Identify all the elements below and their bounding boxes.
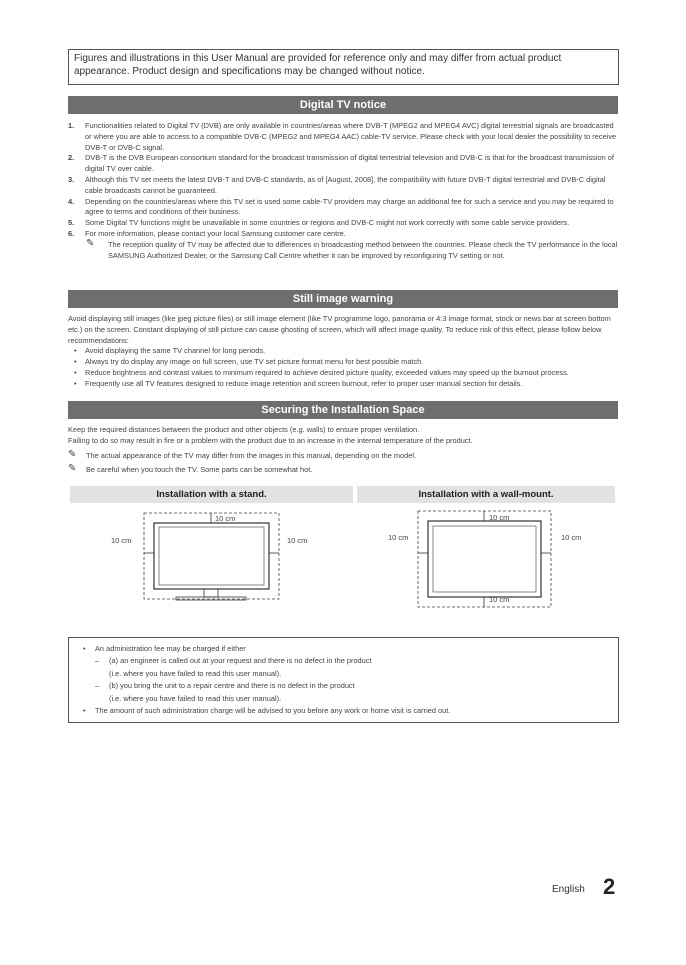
- reception-note: ✎ The reception quality of TV may be affected due to differences in broadcasting method between the countries. Please check the TV performance in the local SAMSUNG Authorized Dealer, or the Samsung Call Centre whether it can be improved by reconfiguring TV setting or not.: [86, 237, 618, 260]
- installation-line-1: Keep the required distances between the product and other objects (e.g. walls) to ensure proper ventilation.: [68, 425, 420, 434]
- pencil-note-icon: ✎: [68, 448, 77, 460]
- list-item: 3. Although this TV set meets the latest DVB-T and DVB-C standards, as of [August, 2008], the compatibility with future DVB-T digital terrestrial and DVB-C digital cable broadcasts cannot be guaranteed.: [68, 174, 606, 195]
- right-distance-label: 10 cm: [287, 536, 308, 545]
- right-distance-label: 10 cm: [561, 533, 582, 542]
- left-distance-label: 10 cm: [111, 536, 132, 545]
- admin-case-b: – (b) you bring the unit to a repair centre and there is no defect in the product: [83, 680, 618, 692]
- pencil-note-icon: ✎: [86, 237, 95, 249]
- list-item: 6. For more information, please contact your local Samsung customer care centre.: [68, 228, 346, 238]
- pencil-note-icon: ✎: [68, 463, 77, 475]
- still-image-warning-heading: Still image warning: [68, 290, 618, 308]
- tv-stand-neck: [204, 589, 218, 597]
- administration-fee-box: [68, 637, 619, 723]
- footer-language: English: [552, 884, 585, 895]
- list-item: 4. Depending on the countries/areas where this TV set is used some cable-TV providers may charge an additional fee for such a service and you may be required to agree to terms and conditions of their business.: [68, 196, 614, 217]
- tv-frame: [428, 521, 541, 597]
- wall-mount-installation-label: Installation with a wall-mount.: [357, 486, 615, 503]
- tv-stand-base: [176, 597, 246, 600]
- appearance-note: ✎ The actual appearance of the TV may differ from the images in this manual, depending on the model.: [68, 448, 417, 460]
- digital-tv-notice-body: [68, 121, 618, 261]
- admin-case-a-note: (i.e. where you have failed to read this user manual).: [109, 668, 282, 678]
- tv-frame: [154, 523, 269, 589]
- stand-installation-label: Installation with a stand.: [70, 486, 353, 503]
- installation-space-heading: Securing the Installation Space: [68, 401, 618, 419]
- still-image-body: [68, 314, 618, 390]
- admin-case-a: – (a) an engineer is called out at your request and there is no defect in the product: [83, 655, 618, 667]
- page-number: 2: [603, 874, 616, 899]
- admin-amount: • The amount of such administration charge will be advised to you before any work or home visit is carried out.: [83, 705, 618, 717]
- top-distance-label: 10 cm: [489, 513, 510, 522]
- list-item: 2. DVB-T is the DVB European consortium standard for the broadcast transmission of digital terrestrial television and DVB-C is that for the broadcast transmission of digital TV over cable.: [68, 153, 614, 174]
- left-distance-label: 10 cm: [388, 533, 409, 542]
- hot-parts-note: ✎ Be careful when you touch the TV. Some parts can be somewhat hot.: [68, 463, 313, 475]
- admin-case-b-note: (i.e. where you have failed to read this user manual).: [109, 693, 282, 703]
- list-item: 5. Some Digital TV functions might be unavailable in some countries or regions and DVB-C might not work correctly with some cable service providers.: [68, 218, 570, 228]
- digital-tv-notice-heading: Digital TV notice: [68, 96, 618, 114]
- installation-body: [68, 425, 618, 476]
- admin-intro: • An administration fee may be charged if either: [83, 643, 618, 655]
- list-item: 1. Functionalities related to Digital TV (DVB) are only available in countries/areas where DVB-T (MPEG2 and MPEG4 AVC) digital terrestrial signals are broadcasted or where you are able to access to a compatible DVB-C (MPEG2 and MPEG4 AAC) cable-TV service. Please check with your local dealer the possibility to receive DVB-T or DVB-C signal.: [68, 121, 617, 152]
- disclaimer-box: Figures and illustrations in this User Manual are provided for reference only and may differ from actual product appearance. Product design and specifications may be changed without notice.: [68, 49, 619, 85]
- list-item: • Always try do display any image on full screen, use TV set picture format menu for best possible match.: [68, 357, 618, 368]
- still-image-list: [68, 346, 618, 389]
- bottom-distance-label: 10 cm: [489, 595, 510, 604]
- installation-line-2: Failing to do so may result in fire or a problem with the product due to an increase in the internal temperature of the product.: [68, 435, 473, 445]
- digital-tv-list: [68, 121, 618, 240]
- top-distance-label: 10 cm: [215, 514, 236, 523]
- list-item: • Frequently use all TV features designed to reduce image retention and screen burnout, refer to proper user manual section for details.: [68, 379, 618, 390]
- list-item: • Avoid displaying the same TV channel for long periods.: [68, 346, 618, 357]
- list-item: • Reduce brightness and contrast values to minimum required to achieve desired picture quality, exceeded values may speed up the burnout process.: [68, 368, 618, 379]
- wall-mount-installation-diagram: [357, 505, 615, 609]
- still-image-intro: Avoid displaying still images (like jpeg picture files) or still image element (like TV programme logo, panorama or 4:3 image format, stock or news bar at screen bottom etc.) on the screen. Constant displaying of still picture can cause ghosting of screen, which will affect image quality. To reduce risk of this effect, please follow below recommendations:: [68, 314, 611, 345]
- stand-installation-diagram: [70, 505, 353, 605]
